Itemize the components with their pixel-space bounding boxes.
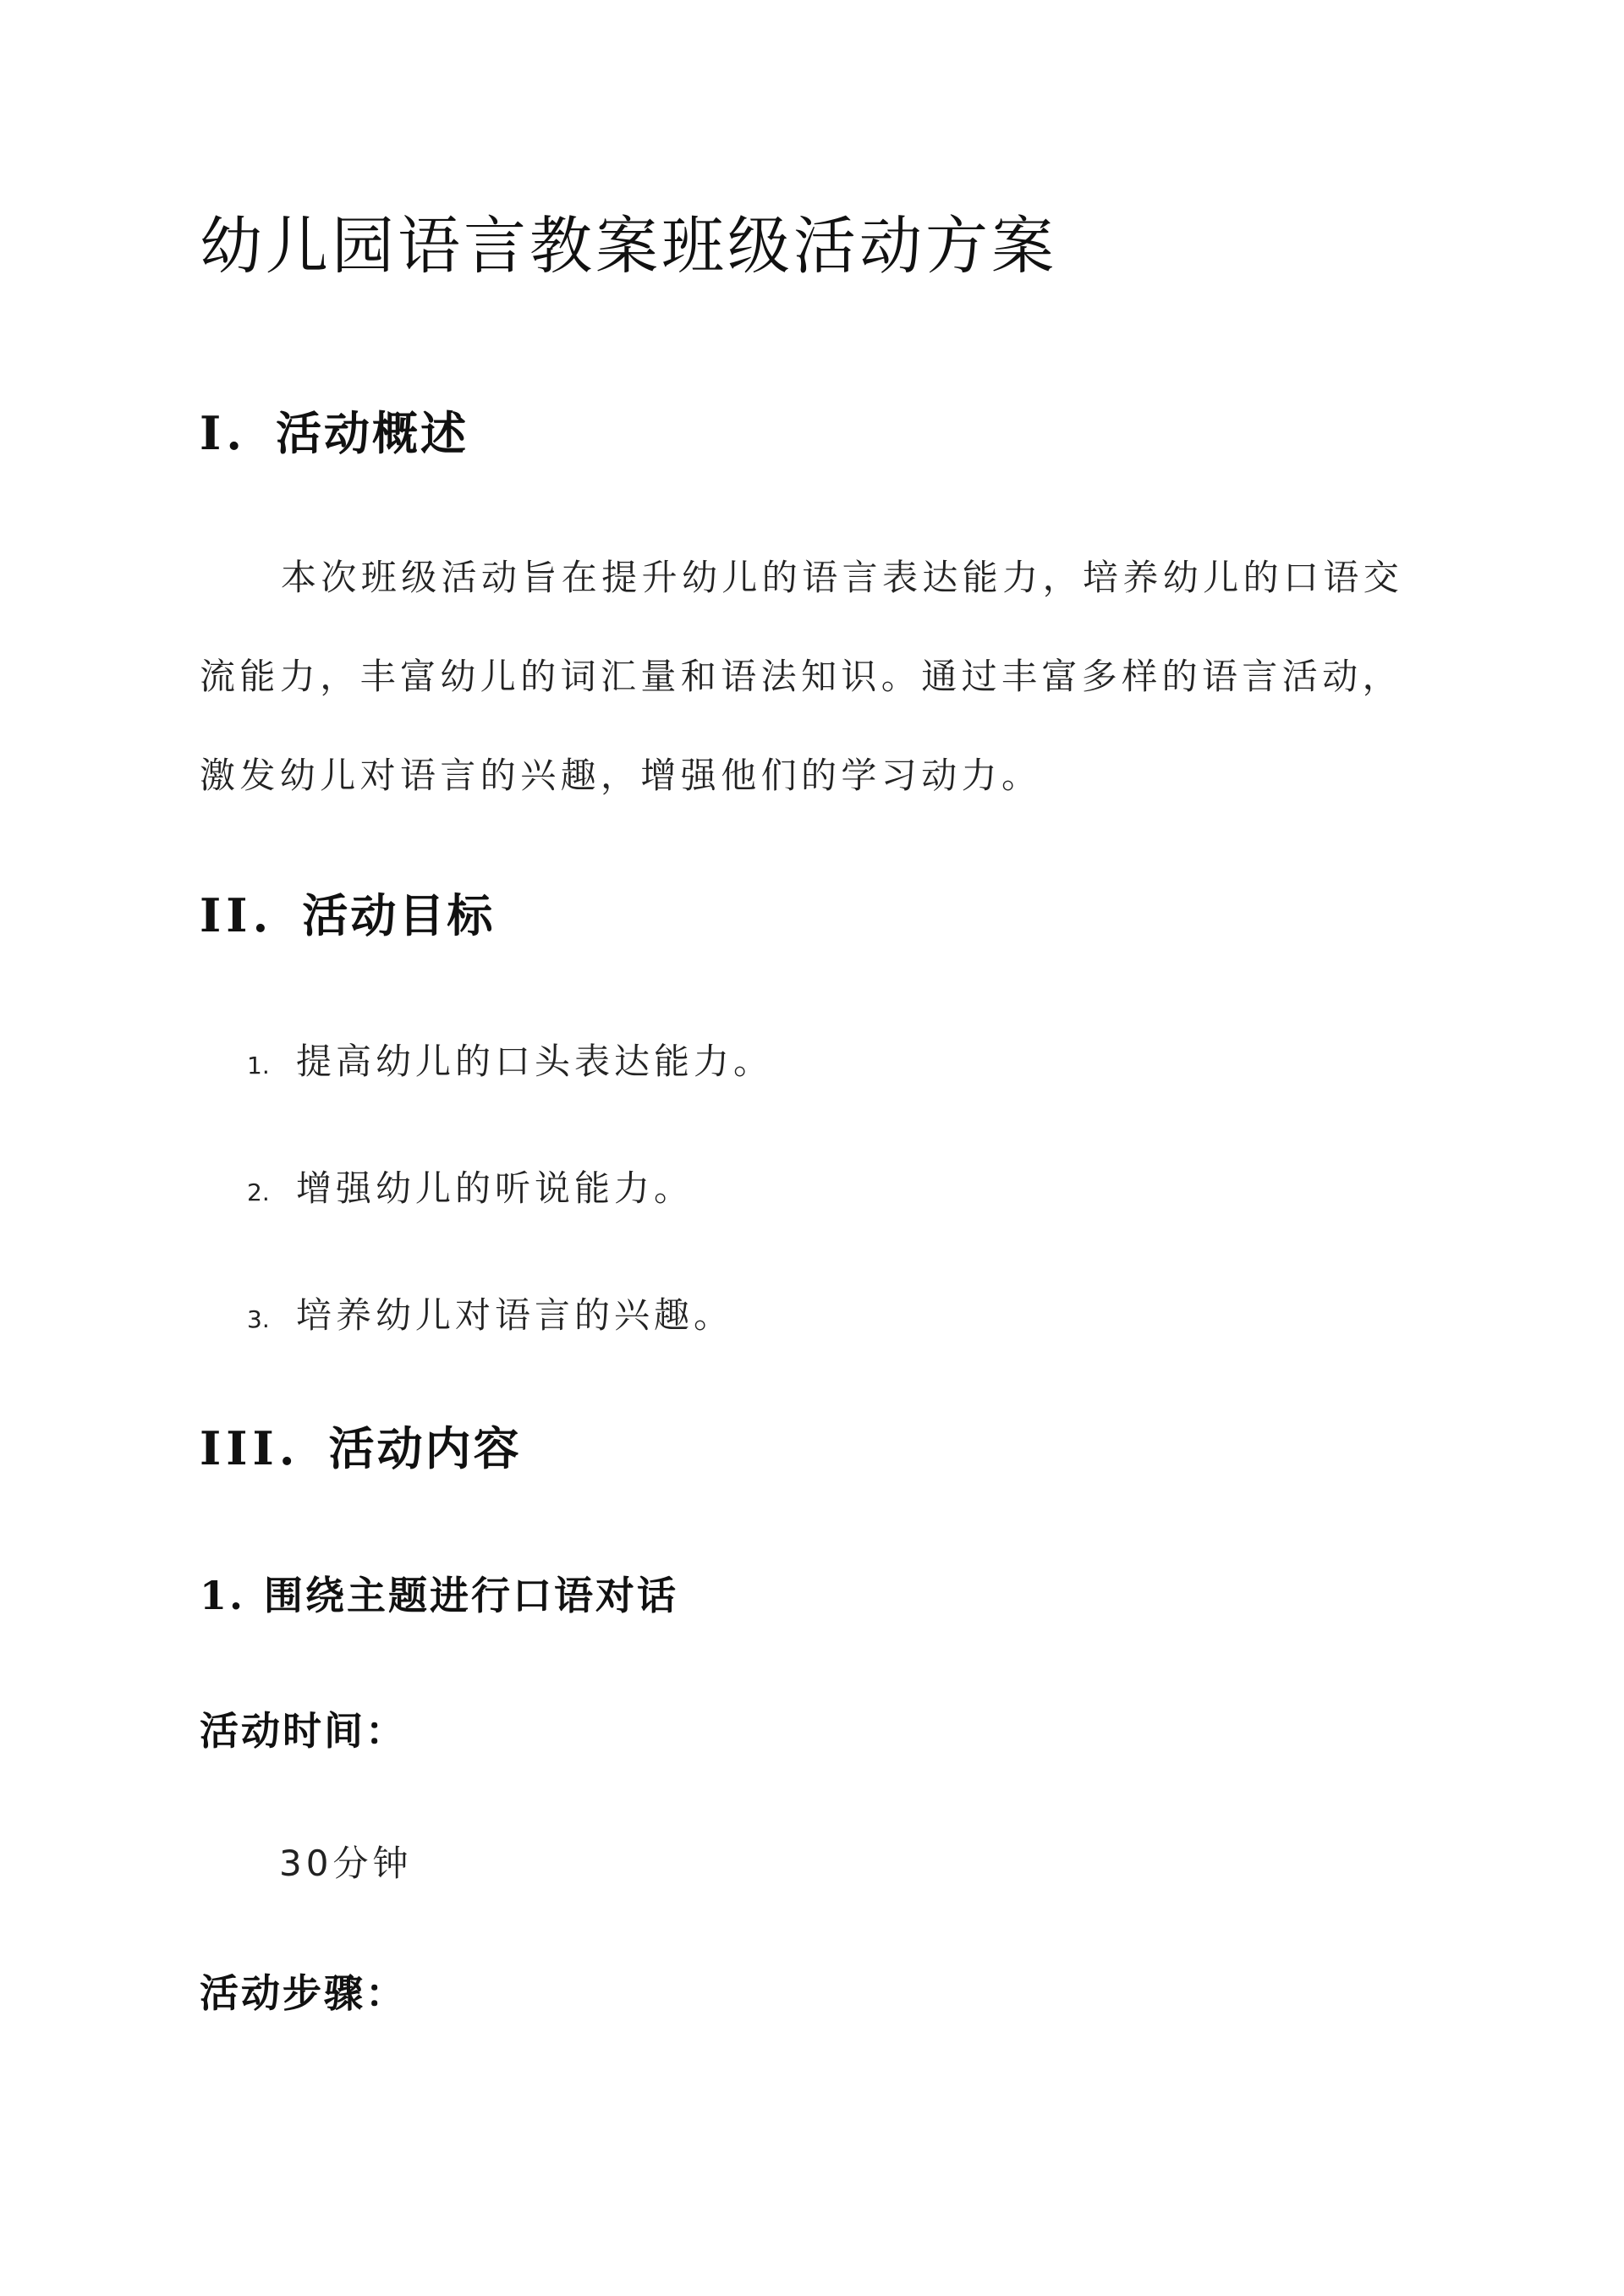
subsection-title: 围绕主题进行口语对话 (264, 1573, 679, 1618)
activity-time-value: 30分钟 (279, 1843, 413, 1884)
subsection-number: 1. (200, 1573, 246, 1618)
activity-steps-label: 活动步骤： (200, 1970, 407, 2016)
section-heading-overview (200, 398, 469, 463)
section-number: II. (200, 888, 274, 942)
section-title: 活动目标 (302, 888, 496, 942)
goal-index: 2. (247, 1178, 270, 1206)
activity-time-label: 活动时间： (200, 1708, 407, 1754)
goal-text: 提高幼儿的口头表达能力。 (296, 1041, 774, 1082)
goal-item (247, 1288, 733, 1338)
goal-item (247, 1034, 773, 1085)
goal-item (247, 1161, 694, 1211)
section-title: 活动概述 (276, 406, 469, 460)
document-title: 幼儿园语言教案班级活动方案 (200, 210, 1057, 283)
subsection-heading (200, 1565, 678, 1621)
section-title: 活动内容 (328, 1421, 522, 1475)
goal-index: 1. (247, 1052, 270, 1079)
section-number: III. (200, 1421, 300, 1475)
section-heading-goals (200, 880, 495, 945)
section-number: I. (200, 406, 248, 460)
goal-text: 培养幼儿对语言的兴趣。 (296, 1294, 734, 1336)
section-heading-content (200, 1413, 522, 1478)
goal-index: 3. (247, 1305, 270, 1333)
overview-paragraph: 本次班级活动旨在提升幼儿的语言表达能力，培养幼儿的口语交流能力，丰富幼儿的词汇量和语法知识。通过丰富多样的语言活动，激发幼儿对语言的兴趣，增强他们的学习动力。 (200, 557, 1404, 796)
goal-text: 增强幼儿的听说能力。 (296, 1167, 694, 1209)
